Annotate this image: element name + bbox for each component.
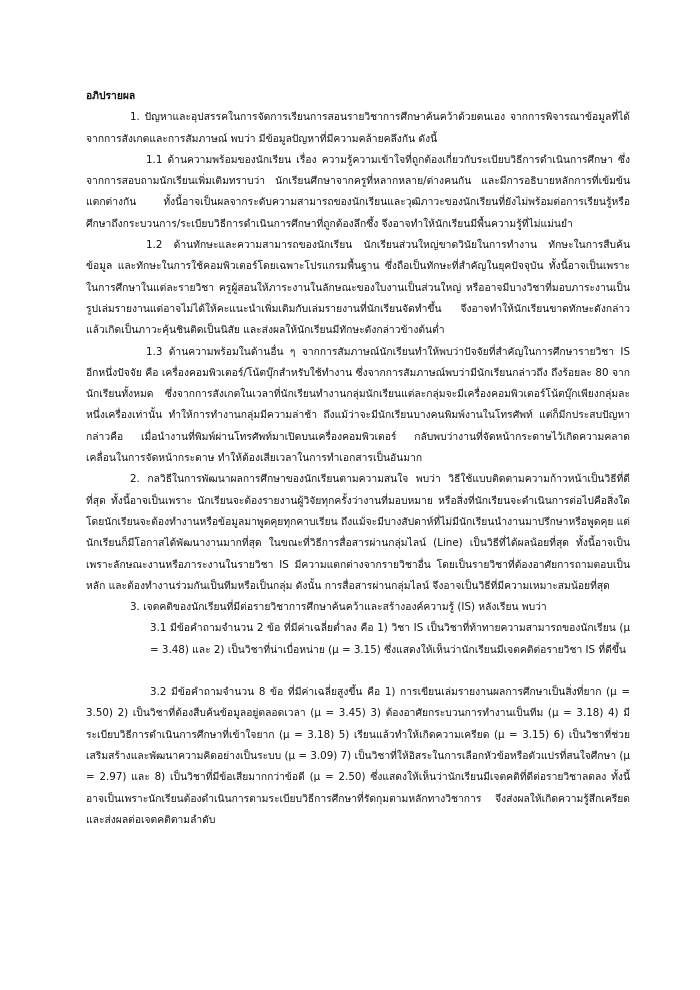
paragraph-1-1: 1.1 ด้านความพร้อมของนักเรียน เรื่อง ความรู้ความเข้าใจที่ถูกต้องเกี่ยวกับระเบียบวิธีการดำเนินการศึกษา ซึ่งจากการสอบถามนักเรียนเพิ่มเติมทราบว่า นักเรียนศึกษาจากครูที่หลากหลาย/ต่างคนกัน และมีการอธิบายหลักการที่เข้มข้นแตกต่างกัน ทั้งนี้อาจเป็นผลจากระดับความสามารถของนักเรียนและวุฒิภาวะของนักเรียนที่ยังไม่พร้อมต่อการเรียนรู้หรือศึกษาถึงกระบวนการ/ระเบียบวิธีการดำเนินการศึกษาที่ถูกต้องลึกซึ้ง จึงอาจทำให้นักเรียนมีพื้นความรู้ที่ไม่แม่นยำ [86,153,630,230]
paragraph-1-3: 1.3 ด้านความพร้อมในด้านอื่น ๆ จากการสัมภาษณ์นักเรียนทำให้พบว่าปัจจัยที่สำคัญในการศึกษารายวิชา IS อีกหนึ่งปัจจัย คือ เครื่องคอมพิวเตอร์/โน้ตบุ๊กสำหรับใช้ทำงาน ซึ่งจากการสัมภาษณ์พบว่ามีนักเรียนกล่าวถึง ถึงร้อยละ 80 จากนักเรียนทั้งหมด ซึ่งจากการสังเกตในเวลาที่นักเรียนทำงานกลุ่มนักเรียนแต่ละกลุ่มจะมีเครื่องคอมพิวเตอร์โน้ตบุ๊กเพียงกลุ่มละหนึ่งเครื่องเท่านั้น ทำให้การทำงานกลุ่มมีความล่าช้า ถึงแม้ว่าจะมีนักเรียนบางคนพิมพ์งานในโทรศัพท์ แต่ก็มีกประสบปัญหา กล่าวคือ เมื่อนำงานที่พิมพ์ผ่านโทรศัพท์มาเปิดบนเครื่องคอมพิวเตอร์ กลับพบว่างานที่จัดหน้ากระดาษไว้เกิดความคลาดเคลื่อนในการจัดหน้ากระดาษ ทำให้ต้องเสียเวลาในการทำเอกสารเป็นอันมาก [86,345,630,465]
paragraph-3-2: 3.2 มีข้อคำถามจำนวน 8 ข้อ ที่มีค่าเฉลี่ยสูงขึ้น คือ 1) การเขียนเล่มรายงานผลการศึกษาเป็นสิ่งที่ยาก (μ = 3.50) 2) เป็นวิชาที่ต้องสืบค้นข้อมูลอยู่ตลอดเวลา (μ = 3.45) 3) ต้องอาศัยกระบวนการทำงานเป็นทีม (μ = 3.18) 4) มีระเบียบวิธีการดำเนินการศึกษาที่เข้าใจยาก (μ = 3.18) 5) เรียนแล้วทำให้เกิดความเครียด (μ = 3.15) 6) เป็นวิชาที่ช่วยเสริมสร้างและพัฒนาความคิดอย่างเป็นระบบ (μ = 3.09) 7) เป็นวิชาที่ให้อิสระในการเลือกหัวข้อหรือตัวแปรที่สนใจศึกษา (μ = 2.97) และ 8) เป็นวิชาที่มีข้อเสียมากกว่าข้อดี (μ = 2.50) ซึ่งแสดงให้เห็นว่านักเรียนมีเจตคติที่ดีต่อรายวิชาลดลง ทั้งนี้อาจเป็นเพราะนักเรียนต้องดำเนินการตามระเบียบวิธีการศึกษาที่รัดกุมตามหลักทางวิชาการ จึงส่งผลให้เกิดความรู้สึกเครียดและส่งผลต่อเจตคติตามลำดับ [86,686,630,826]
paragraph-spacer [86,661,630,682]
paragraph-3-1: 3.1 มีข้อคำถามจำนวน 2 ข้อ ที่มีค่าเฉลี่ยต่ำลง คือ 1) วิชา IS เป็นวิชาที่ท้าทายความสามารถของนักเรียน (μ = 3.48) และ 2) เป็นวิชาที่น่าเบื่อหน่าย (μ = 3.15) ซึ่งแสดงให้เห็นว่านักเรียนมีเจตคติต่อรายวิชา IS ที่ดีขึ้น [150,622,630,656]
paragraph-3: 3. เจตคติของนักเรียนที่มีต่อรายวิชาการศึกษาค้นคว้าและสร้างองค์ความรู้ (IS) หลังเรียน พบว่า [130,601,547,614]
paragraph-2: 2. กลวิธีในการพัฒนาผลการศึกษาของนักเรียนตามความสนใจ พบว่า วิธีใช้แบบติดตามความก้าวหน้าเป็นวิธีที่ดีที่สุด ทั้งนี้อาจเป็นเพราะ นักเรียนจะต้องรายงานผู้วิจัยทุกครั้งว่างานที่มอบหมาย หรือสิ่งที่นักเรียนจะดำเนินการต่อไปคือสิ่งใด โดยนักเรียนจะต้องทำงานหรือข้อมูลมาพูดคุยทุกคาบเรียน ถึงแม้จะมีบางสัปดาห์ที่ไม่มีนักเรียนนำงานมาปรึกษาหรือพูดคุย แต่นักเรียนก็มีโอกาสได้พัฒนางานมากที่สุด ในขณะที่วิธีการสื่อสารผ่านกลุ่มไลน์ (Line) เป็นวิธีที่ได้ผลน้อยที่สุด ทั้งนี้อาจเป็นเพราะลักษณะงานหรือภาระงานในรายวิชา IS มีความแตกต่างจากรายวิชาอื่น โดยเป็นรายวิชาที่ต้องอาศัยการถามตอบเป็นหลัก และต้องทำงานร่วมกันเป็นทีมหรือเป็นกลุ่ม ดังนั้น การสื่อสารผ่านกลุ่มไลน์ จึงอาจเป็นวิธีที่มีความเหมาะสมน้อยที่สุด [86,473,630,592]
document-body [86,86,630,831]
paragraph-1-2: 1.2 ด้านทักษะและความสามารถของนักเรียน นักเรียนส่วนใหญ่ขาดวินัยในการทำงาน ทักษะในการสืบค้นข้อมูล และทักษะในการใช้คอมพิวเตอร์โดยเฉพาะโปรแกรมพื้นฐาน ซึ่งถือเป็นทักษะที่สำคัญในยุคปัจจุบัน ทั้งนี้อาจเป็นเพราะในการศึกษาในแต่ละรายวิชา ครูผู้สอนให้ภาระงานในลักษณะของใบงานเป็นส่วนใหญ่ หรืออาจมีบางวิชาที่มอบภาระงานเป็นรูปเล่มรายงานแต่อาจไม่ได้ให้คะแนะนำเพิ่มเติมกับเล่มรายงานที่นักเรียนจัดทำขึ้น จึงอาจทำให้นักเรียนขาดทักษะดังกล่าว แล้วเกิดเป็นภาวะคุ้นชินติดเป็นนิสัย และส่งผลให้นักเรียนมีทักษะดังกล่าวข้างต้นต่ำ [86,239,630,337]
paragraph-1: 1. ปัญหาและอุปสรรคในการจัดการเรียนการสอนรายวิชาการศึกษาค้นคว้าด้วยตนเอง จากการพิจารณาข้อมูลที่ได้จากการสังเกตและการสัมภาษณ์ พบว่า มีข้อมูลปัญหาที่มีความคล้ายคลึงกัน ดังนี้ [86,111,630,145]
section-heading: อภิปรายผล [86,90,136,102]
